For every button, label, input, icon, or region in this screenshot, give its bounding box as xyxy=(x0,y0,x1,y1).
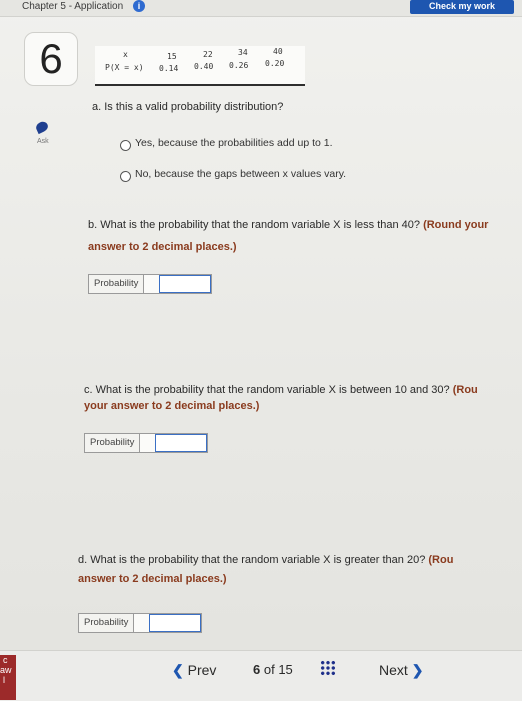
radio-yes[interactable] xyxy=(120,140,131,151)
part-d-question xyxy=(78,553,522,568)
part-d-instruction-cont: answer to 2 decimal places.) xyxy=(78,573,227,585)
chevron-right-icon: ❯ xyxy=(411,662,424,678)
p-value: 0.40 xyxy=(194,62,214,71)
prev-button[interactable] xyxy=(172,662,216,679)
part-d-text: d. What is the probability that the random variable X is greater than 20? xyxy=(78,554,426,566)
part-c-text: c. What is the probability that the random variable X is between 10 and 30? xyxy=(84,384,450,396)
page-of: of 15 xyxy=(263,662,293,677)
part-b-answer-field xyxy=(88,274,212,294)
part-d-answer-field xyxy=(78,613,202,633)
x-value: 15 xyxy=(167,52,177,61)
part-d-field-label: Probability xyxy=(79,614,134,632)
radio-no[interactable] xyxy=(120,171,131,182)
chat-bubble-icon[interactable] xyxy=(34,120,49,134)
part-a-question: a. Is this a valid probability distribution? xyxy=(92,101,284,113)
distribution-table xyxy=(95,46,305,86)
x-header: x xyxy=(123,50,128,59)
side-tab-line: c xyxy=(3,655,8,665)
prev-label: Prev xyxy=(187,662,217,678)
side-tab-line: aw xyxy=(0,665,12,675)
part-d-instruction: (Rou xyxy=(428,554,454,566)
chevron-left-icon: ❮ xyxy=(172,662,184,678)
part-b-instruction-cont: answer to 2 decimal places.) xyxy=(88,241,237,253)
option-no-label[interactable]: No, because the gaps between x values vary. xyxy=(135,168,347,180)
top-bar xyxy=(0,0,522,17)
check-my-work-button[interactable]: Check my work xyxy=(410,0,514,14)
page-current: 6 xyxy=(253,662,261,677)
info-icon[interactable]: i xyxy=(133,0,145,12)
grid-icon[interactable] xyxy=(320,660,336,676)
question-number: 6 xyxy=(24,32,78,86)
part-c-probability-input[interactable] xyxy=(155,434,207,452)
part-c-instruction-cont: your answer to 2 decimal places.) xyxy=(84,400,260,412)
part-c-answer-field xyxy=(84,433,208,453)
x-value: 34 xyxy=(238,48,248,57)
next-button[interactable] xyxy=(379,662,423,679)
part-c-instruction: (Rou xyxy=(452,384,478,396)
part-b-question xyxy=(88,218,520,233)
part-c-question xyxy=(84,383,522,398)
page-indicator xyxy=(253,662,293,677)
option-yes-label[interactable]: Yes, because the probabilities add up to 1. xyxy=(135,137,333,149)
x-value: 22 xyxy=(203,50,213,59)
part-d-probability-input[interactable] xyxy=(149,614,201,632)
ask-label[interactable]: Ask xyxy=(37,138,49,145)
chapter-title: Chapter 5 - Application xyxy=(22,1,124,12)
next-label: Next xyxy=(379,662,408,678)
side-tab-line: l xyxy=(3,675,5,685)
side-tab[interactable] xyxy=(0,655,16,700)
part-b-field-label: Probability xyxy=(89,275,144,293)
part-b-text: b. What is the probability that the random variable X is less than 40? xyxy=(88,219,421,231)
p-value: 0.26 xyxy=(229,61,249,70)
p-value: 0.14 xyxy=(159,64,179,73)
x-value: 40 xyxy=(273,47,283,56)
part-c-field-label: Probability xyxy=(85,434,140,452)
p-value: 0.20 xyxy=(265,59,285,68)
part-b-instruction: (Round your xyxy=(423,219,489,231)
part-b-probability-input[interactable] xyxy=(159,275,211,293)
p-header: P(X = x) xyxy=(105,63,144,72)
